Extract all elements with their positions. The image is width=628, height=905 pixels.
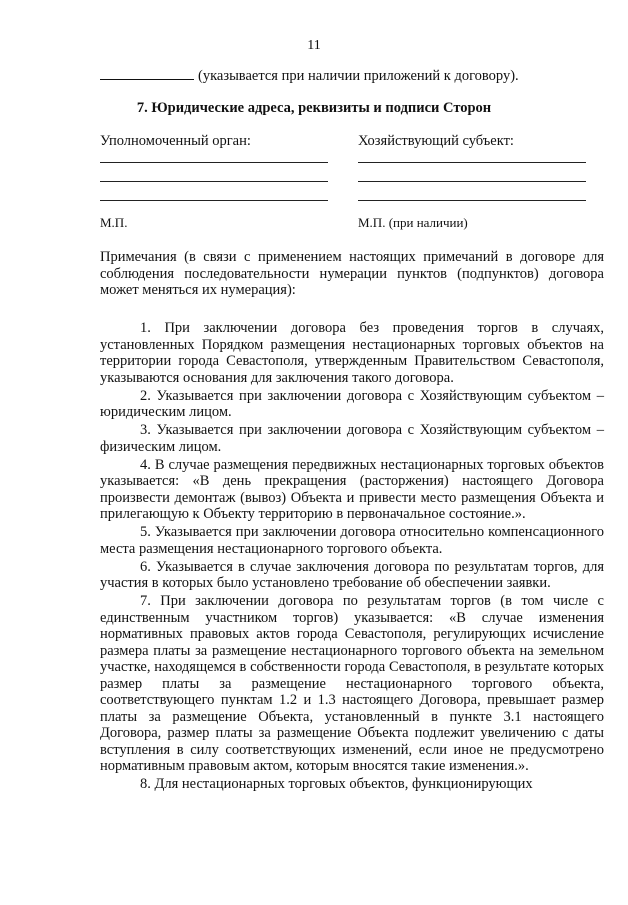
note-number: 8. (140, 776, 151, 792)
note-item (100, 457, 604, 523)
note-text: При заключении договора по результатам торгов (в том числе с единственным участником торгов) указывается: «В случае изменения нормативных правовых актов города Севастополя, регулирующих исчисление размера платы за размещение нестационарного торгового объекта на земельном участке, находящемся в собственности города Севастополя, в результате которых размер платы за размещение нестационарного торгового объекта, соответствующего пунктам 1.2 и 1.3 настоящего Договора, превышает размер платы за размещение Объекта, установленный в пункте 3.1 настоящего Договора, размер платы за размещение Объекта подлежит увеличению с даты вступления в силу соответствующих изменений, если иное не предусмотрено нормативным правовым актом, которым вносятся такие изменения.». (100, 593, 604, 774)
note-number: 5. (140, 524, 151, 540)
authority-label: Уполномоченный орган: (100, 133, 251, 149)
section-title: 7. Юридические адреса, реквизиты и подписи Сторон (136, 100, 492, 116)
business-entity-label: Хозяйствующий субъект: (358, 133, 514, 149)
business-signature-line-2 (358, 181, 586, 182)
attachment-line (100, 68, 519, 85)
authority-signature-line-2 (100, 181, 328, 182)
note-text: При заключении договора без проведения торгов в случаях, установленных Порядком размещения нестационарных торговых объектов на территории города Севастополя, утвержденным Правительством Севастополя, указываются основания для заключения такого договора. (100, 320, 604, 386)
note-item (100, 776, 604, 793)
authority-signature-line-3 (100, 200, 328, 201)
note-item (100, 524, 604, 557)
note-number: 6. (140, 558, 151, 575)
note-text: Указывается при заключении договора с Хозяйствующим субъектом – физическим лицом. (100, 422, 604, 455)
note-number: 4. (140, 456, 151, 473)
page-number: 11 (307, 38, 321, 53)
note-text: Для нестационарных торговых объектов, функционирующих (154, 776, 533, 792)
note-item (100, 320, 604, 386)
fill-in-blank (100, 79, 194, 80)
note-item (100, 388, 604, 421)
note-text: Указывается при заключении договора относительно компенсационного места размещения нестационарного торгового объекта. (100, 524, 604, 557)
note-number: 2. (140, 387, 151, 404)
note-number: 7. (140, 593, 151, 609)
note-item (100, 422, 604, 455)
authority-signature-line-1 (100, 162, 328, 163)
note-number: 1. (140, 320, 151, 336)
note-text: В случае размещения передвижных нестационарных торговых объектов указывается: «В день прекращения (расторжения) настоящего Договора произвести демонтаж (вывоз) Объекта и привести место размещения Объекта и прилегающую к Объекту территорию в первоначальное состояние.». (100, 456, 604, 522)
business-signature-line-1 (358, 162, 586, 163)
notes-intro: Примечания (в связи с применением настоящих примечаний в договоре для соблюдения последовательности нумерации пунктов (подпунктов) договора может меняться их нумерация): (100, 249, 604, 298)
note-number: 3. (140, 422, 151, 438)
note-item (100, 559, 604, 592)
business-stamp-label: М.П. (при наличии) (358, 215, 468, 230)
authority-stamp-label: М.П. (100, 215, 128, 230)
note-text: Указывается в случае заключения договора по результатам торгов, для участия в которых было установлено требование об обеспечении заявки. (100, 558, 604, 591)
notes-list (100, 320, 604, 794)
business-signature-line-3 (358, 200, 586, 201)
note-text: Указывается при заключении договора с Хозяйствующим субъектом – юридическим лицом. (100, 387, 604, 420)
note-item (100, 593, 604, 775)
attachment-line-text: (указывается при наличии приложений к договору). (198, 68, 519, 84)
